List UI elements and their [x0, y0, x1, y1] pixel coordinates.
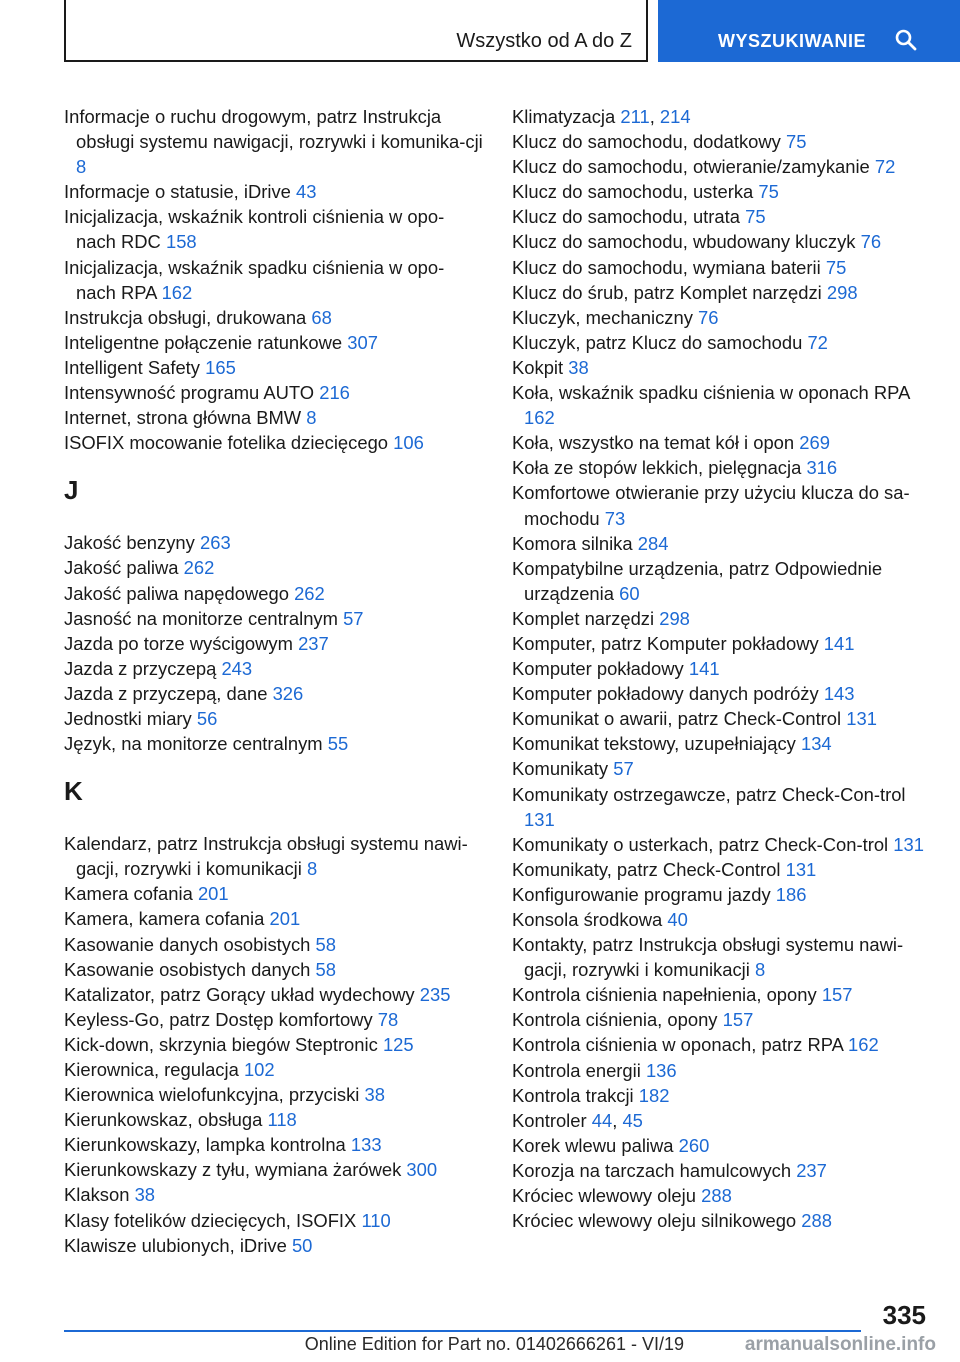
- page-link[interactable]: 45: [622, 1109, 643, 1131]
- index-entry: [512, 656, 932, 681]
- index-column-right: [512, 104, 932, 1233]
- index-entry-text: Komunikaty ostrzegawcze, patrz Check-Con-trol: [512, 783, 906, 805]
- page-link[interactable]: 76: [698, 306, 719, 328]
- index-entry: [512, 355, 932, 380]
- index-entry: [64, 1057, 484, 1082]
- page-link[interactable]: 316: [806, 457, 838, 479]
- index-entry: [512, 857, 932, 882]
- index-entry-text: Króciec wlewowy oleju silnikowego: [512, 1210, 797, 1232]
- index-entry-text: Kierunkowskazy, lampka kontrolna: [64, 1134, 346, 1156]
- index-entry: [512, 480, 932, 530]
- page-link[interactable]: 43: [296, 181, 317, 203]
- page-link[interactable]: 216: [319, 382, 350, 404]
- index-entry-text: Jakość paliwa: [64, 557, 179, 579]
- index-entry: [512, 1007, 932, 1032]
- index-entry: [512, 1032, 932, 1057]
- index-entry-text: Kick-down, skrzynia biegów Steptronic: [64, 1033, 378, 1055]
- index-entry-text: Kasowanie osobistych danych: [64, 958, 311, 980]
- index-entry: [512, 782, 932, 832]
- index-entry-text: Kontrola ciśnienia napełnienia, opony: [512, 984, 817, 1006]
- index-entry-text: Komunikat o awarii, patrz Check-Control: [512, 708, 842, 730]
- index-entry-text: Komfortowe otwieranie przy użyciu klucza do sa-mochodu: [512, 482, 910, 529]
- search-tab[interactable]: [658, 0, 960, 62]
- index-entry: [64, 831, 484, 881]
- index-entry: [64, 255, 484, 305]
- index-entry-text: ISOFIX mocowanie fotelika dziecięcego: [64, 432, 389, 454]
- index-entry: [64, 1032, 484, 1057]
- page-link[interactable]: 237: [298, 632, 329, 654]
- index-entry: [512, 731, 932, 756]
- page-link[interactable]: 110: [361, 1209, 391, 1231]
- index-entry-text: Instrukcja obsługi, drukowana: [64, 306, 307, 328]
- index-entry-text: Komunikaty: [512, 758, 609, 780]
- index-entry-text: Koła, wskaźnik spadku ciśnienia w oponach RPA: [512, 382, 910, 404]
- page-link[interactable]: 162: [524, 407, 555, 429]
- index-entry: [512, 129, 932, 154]
- index-entry: [64, 957, 484, 982]
- index-entry-text: Kierunkowskazy z tyłu, wymiana żarówek: [64, 1159, 402, 1181]
- index-entry: [512, 1158, 932, 1183]
- index-entry: [512, 606, 932, 631]
- index-entry: [512, 706, 932, 731]
- index-entry: [64, 982, 484, 1007]
- page-link[interactable]: 56: [196, 707, 218, 729]
- index-entry: [64, 731, 484, 756]
- index-entry: [512, 204, 932, 229]
- index-entry-text: Klakson: [64, 1184, 130, 1206]
- page-link[interactable]: 298: [826, 281, 858, 303]
- index-entry-text: Intensywność programu AUTO: [64, 382, 315, 404]
- index-entry-text: Klucz do samochodu, otwieranie/zamykanie: [512, 156, 870, 178]
- index-entry: [64, 1182, 484, 1207]
- index-entry-text: Korek wlewu paliwa: [512, 1134, 674, 1156]
- index-entry-text: Konsola środkowa: [512, 909, 663, 930]
- index-entry: [512, 882, 932, 907]
- page-link[interactable]: 75: [825, 256, 847, 278]
- index-entry-text: Kierownica wielofunkcyjna, przyciski: [64, 1084, 360, 1106]
- index-entry-text: Język, na monitorze centralnym: [64, 733, 323, 755]
- page-link[interactable]: 269: [799, 432, 830, 454]
- page-link[interactable]: 73: [604, 507, 626, 529]
- index-entry: [512, 681, 932, 706]
- page-link[interactable]: 57: [343, 607, 364, 629]
- index-entry-text: Inicjalizacja, wskaźnik spadku ciśnienia w opo-nach RPA: [64, 256, 445, 303]
- tab-a-to-z-label: Wszystko od A do Z: [456, 30, 632, 52]
- page-link[interactable]: 158: [165, 231, 197, 253]
- page-link[interactable]: 75: [745, 206, 766, 228]
- page-link[interactable]: 118: [267, 1109, 297, 1131]
- page-link[interactable]: 131: [846, 708, 877, 730]
- page-link[interactable]: 58: [315, 933, 336, 955]
- index-entry: [512, 932, 932, 982]
- index-entry: [64, 405, 484, 430]
- index-entry-text: Kompatybilne urządzenia, patrz Odpowiednie urządzenia: [512, 557, 883, 604]
- index-entry-text: Klucz do śrub, patrz Komplet narzędzi: [512, 281, 822, 303]
- page-link[interactable]: 201: [197, 883, 229, 905]
- index-entry-text: Intelligent Safety: [64, 356, 200, 378]
- index-entry: [512, 255, 932, 280]
- index-entry: [512, 1133, 932, 1158]
- index-entry: [64, 355, 484, 380]
- page-link[interactable]: 262: [183, 557, 215, 579]
- index-entry-text: Jakość paliwa napędowego: [64, 582, 289, 604]
- page-link[interactable]: 131: [524, 808, 555, 830]
- index-entry: [512, 380, 932, 430]
- search-tab-label: WYSZUKIWANIE: [718, 31, 866, 51]
- page-link[interactable]: 131: [785, 858, 817, 880]
- index-entry-text: Inteligentne połączenie ratunkowe: [64, 331, 343, 353]
- page-link[interactable]: 141: [823, 632, 855, 654]
- page-link[interactable]: 75: [786, 131, 807, 153]
- index-entry: [64, 631, 484, 656]
- index-entry: [64, 1132, 484, 1157]
- page-link[interactable]: 157: [722, 1009, 754, 1031]
- tab-a-to-z[interactable]: [64, 0, 648, 62]
- page-link[interactable]: 162: [848, 1034, 879, 1056]
- index-entry-text: Kluczyk, mechaniczny: [512, 306, 693, 328]
- page-link[interactable]: 136: [645, 1059, 677, 1081]
- index-entry-text: Klucz do samochodu, wbudowany kluczyk: [512, 231, 856, 253]
- index-entry: [64, 881, 484, 906]
- top-navigation: [0, 0, 960, 66]
- index-entry: [512, 531, 932, 556]
- index-entry: [512, 1208, 932, 1233]
- footer-divider: [64, 1330, 861, 1332]
- index-entry: [64, 305, 484, 330]
- page-link[interactable]: 284: [637, 532, 669, 554]
- index-entry: Kontroler 44, 45: [512, 1109, 643, 1131]
- index-entry-text: Komputer, patrz Komputer pokładowy: [512, 632, 819, 654]
- page-link[interactable]: 326: [272, 682, 304, 704]
- index-entry: [64, 555, 484, 580]
- index-entry: [64, 330, 484, 355]
- index-entry: [512, 179, 932, 204]
- page-link[interactable]: 76: [860, 231, 882, 253]
- page-link[interactable]: 38: [134, 1184, 156, 1206]
- page-link[interactable]: 68: [311, 306, 332, 328]
- index-entry-text: Kontrola trakcji: [512, 1084, 634, 1106]
- index-entry: [64, 906, 484, 931]
- index-entry-text: Kontroler: [512, 1109, 587, 1131]
- index-entry-text: Kasowanie danych osobistych: [64, 933, 311, 955]
- index-entry-text: Kalendarz, patrz Instrukcja obsługi systemu nawi-gacji, rozrywki i komunikacji: [64, 833, 468, 880]
- index-entry: [64, 1157, 484, 1182]
- index-entry-text: Jazda z przyczepą, dane: [64, 682, 268, 704]
- index-entry-text: Jakość benzyny: [64, 532, 195, 554]
- index-entry-text: Kontrola ciśnienia w oponach, patrz RPA: [512, 1034, 843, 1056]
- index-entry-text: Kokpit: [512, 356, 564, 378]
- index-entry-text: Informacje o ruchu drogowym, patrz Instrukcja obsługi systemu nawigacji, rozrywki i komunika-cji: [64, 106, 483, 153]
- index-entry: [512, 631, 932, 656]
- page-link[interactable]: 157: [821, 984, 853, 1006]
- page-link[interactable]: 134: [800, 733, 832, 755]
- index-entry-text: Jazda po torze wyścigowym: [64, 632, 293, 654]
- index-entry: [512, 982, 932, 1007]
- index-entry-text: Koła ze stopów lekkich, pielęgnacja: [512, 457, 802, 479]
- index-entry-text: Kamera, kamera cofania: [64, 908, 265, 930]
- index-entry: [512, 1183, 932, 1208]
- index-entry-text: Kontrola energii: [512, 1059, 641, 1081]
- page-link[interactable]: 260: [678, 1134, 710, 1156]
- section-letter: J: [64, 475, 79, 506]
- index-entry: [64, 104, 484, 179]
- index-entry-text: Komplet narzędzi: [512, 607, 655, 629]
- page-link[interactable]: 57: [613, 758, 634, 780]
- page-link[interactable]: 60: [619, 582, 640, 604]
- index-entry: [64, 606, 484, 631]
- page-link[interactable]: 8: [306, 858, 318, 880]
- index-entry-text: Klasy fotelików dziecięcych, ISOFIX: [64, 1209, 357, 1231]
- index-entry: Klimatyzacja 211, 214: [512, 106, 691, 127]
- index-entry: [64, 204, 484, 254]
- index-entry-text: Kontakty, patrz Instrukcja obsługi systemu nawi-gacji, rozrywki i komunikacji: [512, 934, 904, 981]
- index-entry: [64, 380, 484, 405]
- index-entry-text: Kierunkowskaz, obsługa: [64, 1109, 263, 1131]
- index-entry-text: Kluczyk, patrz Klucz do samochodu: [512, 331, 803, 353]
- index-entry: [512, 907, 932, 932]
- index-entry: [512, 280, 932, 305]
- page-link[interactable]: 133: [350, 1134, 382, 1156]
- index-entry: [512, 832, 932, 857]
- index-entry-text: Koła, wszystko na temat kół i opon: [512, 432, 795, 454]
- page-link[interactable]: 55: [327, 733, 349, 755]
- index-entry-text: Kierownica, regulacja: [64, 1059, 239, 1080]
- index-entry: [512, 756, 932, 781]
- page-link[interactable]: 298: [659, 607, 690, 629]
- page-link[interactable]: 162: [161, 281, 193, 303]
- index-entry: [64, 179, 484, 204]
- index-entry: [64, 1082, 484, 1107]
- index-entry-text: Klawisze ulubionych, iDrive: [64, 1234, 287, 1256]
- index-entry-text: Konfigurowanie programu jazdy: [512, 883, 771, 905]
- page-link[interactable]: 307: [347, 331, 378, 353]
- page-link[interactable]: 78: [377, 1008, 399, 1030]
- index-entry: [64, 581, 484, 606]
- page-link[interactable]: 288: [801, 1210, 832, 1232]
- page-link[interactable]: 131: [893, 833, 924, 855]
- page-link[interactable]: 201: [269, 908, 301, 930]
- page-link[interactable]: 125: [382, 1033, 414, 1055]
- index-entry: [512, 455, 932, 480]
- index-entry-text: Jednostki miary: [64, 707, 192, 729]
- index-entry-text: Kontrola ciśnienia, opony: [512, 1009, 718, 1031]
- index-column-left: [64, 104, 484, 1258]
- index-entry-text: Klucz do samochodu, dodatkowy: [512, 131, 781, 153]
- page-link[interactable]: 75: [758, 181, 779, 203]
- page-link[interactable]: 58: [315, 958, 336, 980]
- page-link[interactable]: 8: [76, 156, 87, 178]
- page-link[interactable]: 237: [796, 1159, 827, 1181]
- index-entry-text: Jasność na monitorze centralnym: [64, 607, 338, 629]
- index-entry: [512, 556, 932, 606]
- page-link[interactable]: 214: [659, 106, 691, 127]
- page-link[interactable]: 262: [294, 582, 325, 604]
- index-entry-text: Keyless-Go, patrz Dostęp komfortowy: [64, 1008, 373, 1030]
- page-link[interactable]: 165: [205, 356, 236, 378]
- watermark-logo: armanualsonline.info: [744, 1334, 936, 1355]
- page-link[interactable]: 235: [419, 983, 451, 1005]
- page-link[interactable]: 72: [807, 331, 828, 353]
- search-icon: [894, 28, 918, 52]
- index-entry-text: Kamera cofania: [64, 883, 193, 905]
- index-entry: [512, 330, 932, 355]
- index-entry-text: Informacje o statusie, iDrive: [64, 181, 291, 203]
- page-link[interactable]: 300: [406, 1159, 438, 1181]
- page-link[interactable]: 143: [823, 683, 855, 705]
- index-entry-text: Internet, strona główna BMW: [64, 407, 302, 429]
- page-link[interactable]: 141: [688, 658, 720, 680]
- index-entry-text: Komunikaty o usterkach, patrz Check-Con-trol: [512, 833, 889, 855]
- section-letter: K: [64, 776, 83, 807]
- page-link[interactable]: 182: [638, 1084, 670, 1106]
- index-entry-text: Klimatyzacja: [512, 106, 616, 127]
- index-entry-text: Klucz do samochodu, wymiana baterii: [512, 256, 821, 278]
- index-entry-text: Komputer pokładowy danych podróży: [512, 683, 819, 705]
- edition-text: Online Edition for Part no. 01402666261 - VI/19: [304, 1334, 684, 1354]
- page-link[interactable]: 44: [591, 1109, 613, 1131]
- index-entry-text: Inicjalizacja, wskaźnik kontroli ciśnienia w opo-nach RDC: [64, 206, 445, 253]
- index-entry: [512, 1083, 932, 1108]
- index-entry-text: Korozja na tarczach hamulcowych: [512, 1159, 792, 1181]
- page-number: 335: [882, 1300, 926, 1330]
- index-entry: [64, 1233, 484, 1258]
- index-entry-text: Komunikaty, patrz Check-Control: [512, 858, 781, 880]
- index-entry: [512, 430, 932, 455]
- page-link[interactable]: 50: [291, 1234, 313, 1256]
- index-entry: [512, 305, 932, 330]
- page-link[interactable]: 211: [620, 106, 650, 127]
- index-entry-text: Katalizator, patrz Gorący układ wydechowy: [64, 983, 415, 1005]
- index-entry: [64, 1007, 484, 1032]
- index-entry: [64, 932, 484, 957]
- page-link[interactable]: 40: [667, 909, 688, 930]
- index-entry: [64, 656, 484, 681]
- index-entry: [64, 706, 484, 731]
- page-link[interactable]: 8: [754, 959, 766, 981]
- page-link[interactable]: 102: [243, 1059, 275, 1080]
- index-entry-text: Komora silnika: [512, 532, 633, 554]
- index-entry-text: Klucz do samochodu, usterka: [512, 181, 754, 203]
- index-entry-text: Króciec wlewowy oleju: [512, 1185, 696, 1207]
- index-entry: [64, 1107, 484, 1132]
- page-link[interactable]: 38: [364, 1084, 385, 1106]
- index-entry-text: Klucz do samochodu, utrata: [512, 206, 740, 228]
- index-entry: [512, 154, 932, 179]
- index-entry: [512, 229, 932, 254]
- page-link[interactable]: 243: [221, 657, 253, 679]
- index-entry: [512, 1058, 932, 1083]
- page-link[interactable]: 106: [393, 432, 424, 454]
- index-entry: [64, 530, 484, 555]
- index-entry: [64, 681, 484, 706]
- page-link[interactable]: 263: [199, 532, 231, 554]
- index-entry: [64, 1208, 484, 1233]
- page-link[interactable]: 288: [701, 1185, 732, 1207]
- page-link[interactable]: 8: [306, 407, 317, 429]
- page-link[interactable]: 72: [874, 156, 896, 178]
- index-entry-text: Komunikat tekstowy, uzupełniający: [512, 733, 796, 755]
- index-entry: [64, 430, 484, 455]
- index-entry-text: Komputer pokładowy: [512, 658, 684, 680]
- page-link[interactable]: 38: [568, 356, 589, 378]
- index-entry-text: Jazda z przyczepą: [64, 657, 217, 679]
- page-link[interactable]: 186: [775, 883, 807, 905]
